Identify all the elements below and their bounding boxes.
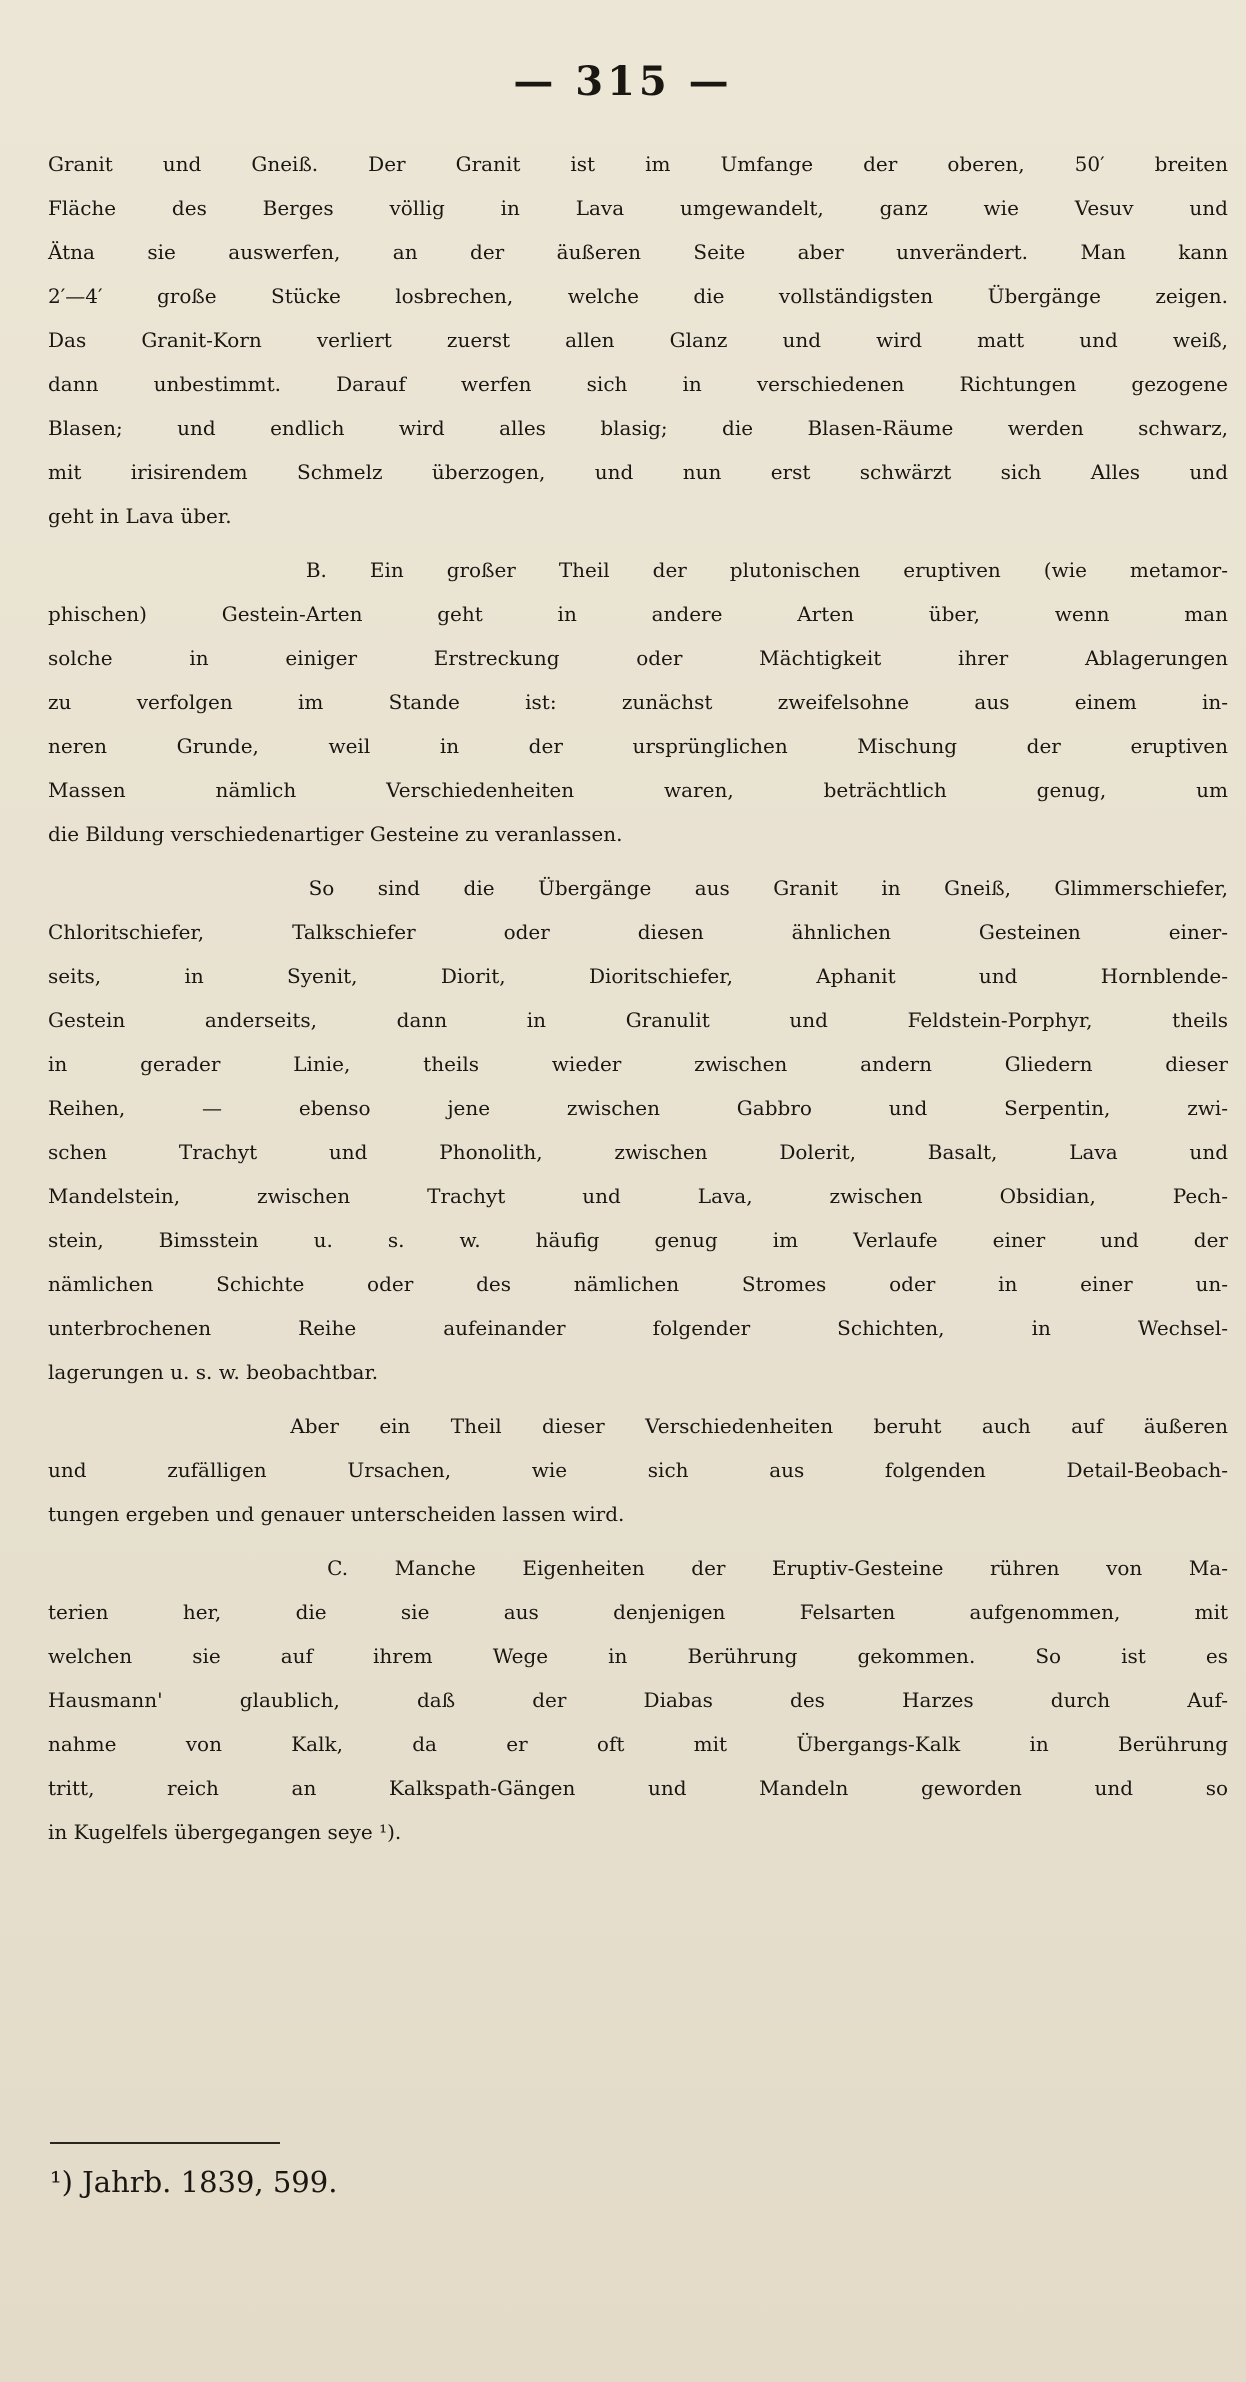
text-line: tritt, reich an Kalkspath-Gängen und Mandeln geworden und so bbox=[48, 1776, 1228, 1800]
text-line: zu verfolgen im Stande ist: zunächst zweifelsohne aus einem in- bbox=[48, 690, 1228, 714]
footnote: ¹) Jahrb. 1839, 599. bbox=[50, 2165, 338, 2199]
text-line: schen Trachyt und Phonolith, zwischen Dolerit, Basalt, Lava und bbox=[48, 1140, 1228, 1164]
text-line: nämlichen Schichte oder des nämlichen Stromes oder in einer un- bbox=[48, 1272, 1228, 1296]
text-line: So sind die Übergänge aus Granit in Gneiß, Glimmerschiefer, bbox=[48, 876, 1228, 900]
text-line: lagerungen u. s. w. beobachtbar. bbox=[48, 1360, 379, 1384]
text-line: und zufälligen Ursachen, wie sich aus folgenden Detail-Beobach- bbox=[48, 1458, 1228, 1482]
text-line: terien her, die sie aus denjenigen Felsarten aufgenommen, mit bbox=[48, 1600, 1228, 1624]
text-line: stein, Bimsstein u. s. w. häufig genug im Verlaufe einer und der bbox=[48, 1228, 1228, 1252]
paragraph-gap bbox=[48, 1536, 1228, 1546]
paragraph-gap bbox=[48, 1394, 1228, 1404]
text-line: neren Grunde, weil in der ursprünglichen Mischung der eruptiven bbox=[48, 734, 1228, 758]
text-line: dann unbestimmt. Darauf werfen sich in verschiedenen Richtungen gezogene bbox=[48, 372, 1228, 396]
text-line: Gestein anderseits, dann in Granulit und Feldstein-Porphyr, theils bbox=[48, 1008, 1228, 1032]
text-line: Hausmann' glaublich, daß der Diabas des Harzes durch Auf- bbox=[48, 1688, 1228, 1712]
text-line: Ätna sie auswerfen, an der äußeren Seite aber unverändert. Man kann bbox=[48, 240, 1228, 264]
text-line: 2′—4′ große Stücke losbrechen, welche die vollständigsten Übergänge zeigen. bbox=[48, 284, 1228, 308]
text-line: Das Granit-Korn verliert zuerst allen Glanz und wird matt und weiß, bbox=[48, 328, 1228, 352]
paragraph-gap bbox=[48, 856, 1228, 866]
text-line: welchen sie auf ihrem Wege in Berührung gekommen. So ist es bbox=[48, 1644, 1228, 1668]
text-line: unterbrochenen Reihe aufeinander folgender Schichten, in Wechsel- bbox=[48, 1316, 1228, 1340]
text-line: Granit und Gneiß. Der Granit ist im Umfange der oberen, 50′ breiten bbox=[48, 152, 1228, 176]
text-line: die Bildung verschiedenartiger Gesteine zu veranlassen. bbox=[48, 822, 623, 846]
paragraph-gap bbox=[48, 538, 1228, 548]
text-line: Massen nämlich Verschiedenheiten waren, beträchtlich genug, um bbox=[48, 778, 1228, 802]
text-line: Fläche des Berges völlig in Lava umgewandelt, ganz wie Vesuv und bbox=[48, 196, 1228, 220]
text-line: in Kugelfels übergegangen seye ¹). bbox=[48, 1820, 402, 1844]
page-number: — 315 — bbox=[513, 58, 733, 105]
text-line: solche in einiger Erstreckung oder Mächtigkeit ihrer Ablagerungen bbox=[48, 646, 1228, 670]
text-line: tungen ergeben und genauer unterscheiden lassen wird. bbox=[48, 1502, 625, 1526]
text-line: Mandelstein, zwischen Trachyt und Lava, zwischen Obsidian, Pech- bbox=[48, 1184, 1228, 1208]
text-line: geht in Lava über. bbox=[48, 504, 232, 528]
text-line: C. Manche Eigenheiten der Eruptiv-Gesteine rühren von Ma- bbox=[48, 1556, 1228, 1580]
text-line: Aber ein Theil dieser Verschiedenheiten beruht auch auf äußeren bbox=[48, 1414, 1228, 1438]
text-line: phischen) Gestein-Arten geht in andere Arten über, wenn man bbox=[48, 602, 1228, 626]
text-line: B. Ein großer Theil der plutonischen eruptiven (wie metamor- bbox=[48, 558, 1228, 582]
text-line: seits, in Syenit, Diorit, Dioritschiefer, Aphanit und Hornblende- bbox=[48, 964, 1228, 988]
text-line: in gerader Linie, theils wieder zwischen andern Gliedern dieser bbox=[48, 1052, 1228, 1076]
body-text bbox=[48, 142, 1228, 1854]
text-line: mit irisirendem Schmelz überzogen, und nun erst schwärzt sich Alles und bbox=[48, 460, 1228, 484]
text-line: Chloritschiefer, Talkschiefer oder diesen ähnlichen Gesteinen einer- bbox=[48, 920, 1228, 944]
text-line: Blasen; und endlich wird alles blasig; die Blasen-Räume werden schwarz, bbox=[48, 416, 1228, 440]
text-line: Reihen, — ebenso jene zwischen Gabbro und Serpentin, zwi- bbox=[48, 1096, 1228, 1120]
footnote-divider bbox=[50, 2142, 280, 2144]
text-line: nahme von Kalk, da er oft mit Übergangs-Kalk in Berührung bbox=[48, 1732, 1228, 1756]
